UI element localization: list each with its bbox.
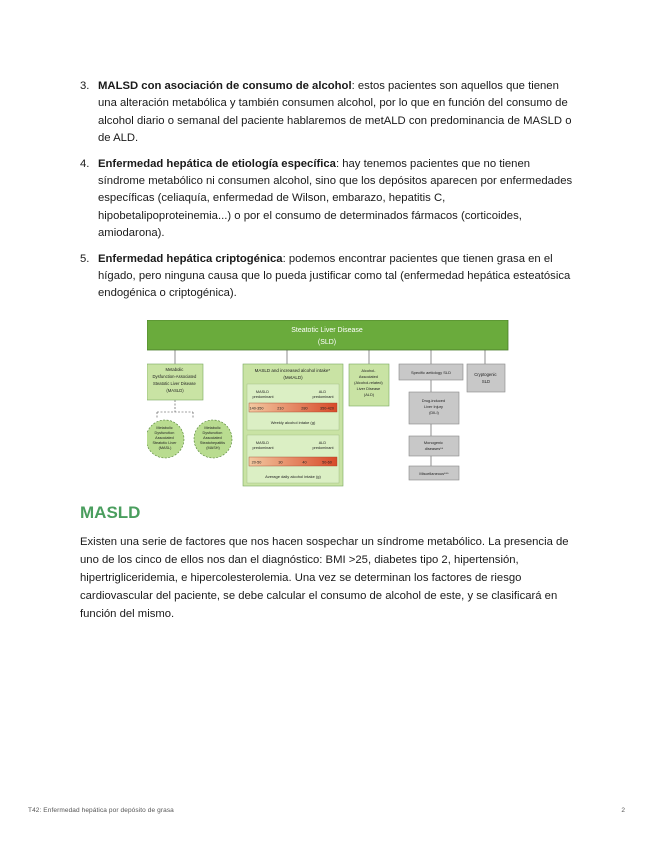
cryptogenic-label: Cryptogenic SLD xyxy=(474,372,497,384)
list-item xyxy=(80,156,580,243)
monogenic-label: Monogenic diseases** xyxy=(423,440,444,451)
item-bold-title: MALSD con asociación de consumo de alcohol xyxy=(98,80,352,92)
sld-abbr: (SLD) xyxy=(317,339,337,346)
item-bold-title: Enfermedad hepática de etiología específica xyxy=(98,157,336,170)
item-text: : podemos encontrar pacientes que tienen grasa en el hígado, pero ninguna causa que lo pueda justificar como tal (enfermedad hepática esteatósica endogénica o criptogénica). xyxy=(98,252,571,300)
masld-predominant-1: MASLD predominant xyxy=(252,390,274,399)
cryptogenic-box xyxy=(467,364,505,392)
item-number: 5. xyxy=(80,252,90,265)
weekly-intake-label: Weekly alcohol intake (g) xyxy=(270,420,316,425)
sld-classification-diagram xyxy=(147,320,509,488)
footer-title: T42: Enfermedad hepática por depósito de grasa xyxy=(28,807,174,814)
page-number: 2 xyxy=(621,807,625,814)
daily-intake-label: Average daily alcohol intake (g) xyxy=(265,474,321,479)
sld-title: Steatotic Liver Disease xyxy=(291,327,363,334)
item-text: : hay tenemos pacientes que no tienen síndrome metabólico ni consumen alcohol, sino que los depósitos aparecen por enfermedades específicas (celiaquía, enfermedad de Wilson, embarazo, hepatitis C, hipobetalipoproteinemia...) o por el consumo de determinados fármacos (corticoides, amiodarona). xyxy=(98,157,573,240)
miscellaneous-label: Miscellaneous*** xyxy=(419,471,449,476)
masld-predominant-2: MASLD predominant xyxy=(252,441,274,450)
section-paragraph: Existen una serie de factores que nos hacen sospechar un síndrome metabólico. La presencia de uno de los cinco de ellos nos dan el diagnóstico: BMI >25, diabetes tipo 2, hipertensión, hipertrigliceridemia, e hipercolesterolemia. Una vez se determinan los factores de riesgo cardiovascular del paciente, se debe calcular el consumo de alcohol de este, y se clasificará en función del mismo. xyxy=(80,536,569,620)
weekly-scale-labels: 140-350 210 280 350-420 xyxy=(249,406,334,411)
list-item xyxy=(80,251,580,303)
item-text: : estos pacientes son aquellos que tienen una alteración metabólica y también consumen alcohol, por lo que en función del consumo de alcohol diario o semanal del paciente hablaremos de metALD con predominancia de MASLD o de ALD. xyxy=(98,80,572,145)
ald-predominant-2: ALD predominant xyxy=(312,441,334,450)
item-bold-title: Enfermedad hepática criptogénica xyxy=(98,252,283,265)
list-item xyxy=(80,78,580,148)
numbered-list xyxy=(80,78,580,311)
ald-predominant-1: ALD predominant xyxy=(312,390,334,399)
metald-title: MASLD and increased alcohol intake* (MetALD) xyxy=(254,368,331,380)
item-number: 3. xyxy=(80,80,90,92)
masld-label: Metabolic Dysfunction-Associated Steatotic Liver Disease (MASLD) xyxy=(152,367,197,393)
item-number: 4. xyxy=(80,157,90,170)
dili-label: Drug-induced Liver Injury (DILI) xyxy=(421,398,446,415)
mash-label: Metabolic Dysfunction Associated Steatohepatitis (MASH) xyxy=(199,426,226,450)
masl-label: Metabolic Dysfunction Associated Steatotic Liver (MASL) xyxy=(152,426,177,450)
specific-aetiology-label: Specific aetiology SLD xyxy=(410,370,452,375)
ald-label: Alcohol- Associated (Alcohol-related) Liver Disease (ALD) xyxy=(354,368,383,397)
daily-scale-labels: 20-50 30 40 50-60 xyxy=(251,460,332,465)
section-title: MASLD xyxy=(80,503,141,522)
